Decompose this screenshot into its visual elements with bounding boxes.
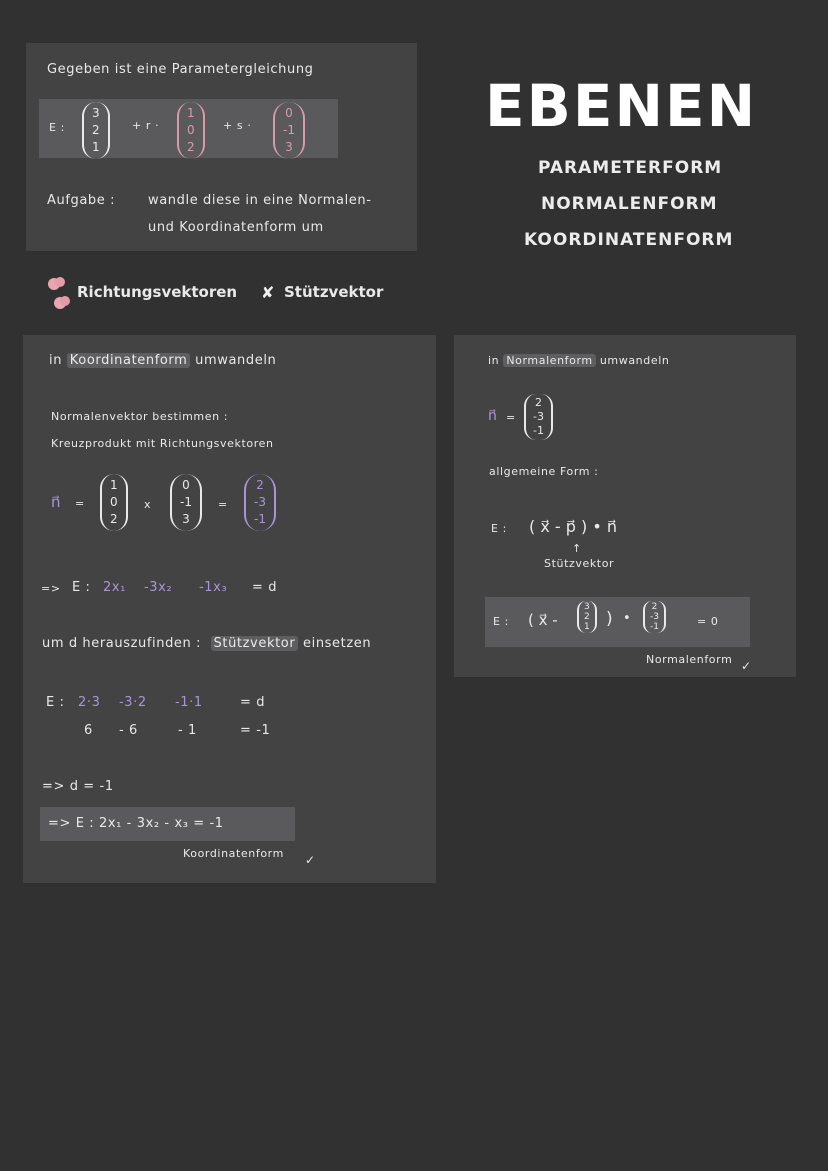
n-equals: = — [75, 497, 85, 510]
d-result: => d = -1 — [42, 779, 114, 794]
given-panel — [26, 43, 417, 251]
result-dot: • — [623, 611, 631, 626]
stuetz-note: Stützvektor — [544, 557, 615, 570]
general-form-label: allgemeine Form : — [489, 465, 599, 478]
result-x: ( x⃗ - — [528, 611, 558, 629]
result-E: E : — [493, 615, 509, 628]
title-form-normal: NORMALENFORM — [541, 194, 718, 214]
legend-richtung: Richtungsvektoren — [77, 283, 238, 301]
given-support-vector: 3 2 1 — [82, 102, 110, 159]
given-r-label: + r · — [132, 119, 160, 132]
legend-stuetz: Stützvektor — [284, 283, 384, 301]
normal-n-equals: = — [506, 411, 516, 424]
normalvector-step-1: Normalenvektor bestimmen : — [51, 410, 229, 423]
given-dir-vector-2: 0 -1 3 — [273, 102, 305, 159]
res-rhs: = -1 — [240, 723, 271, 738]
checkmark-icon: ✓ — [305, 853, 316, 867]
page-title: EBENEN — [485, 72, 758, 140]
given-equation-box — [39, 99, 338, 158]
sub-term-3: -1·1 — [175, 695, 203, 710]
title-form-coordinate: KOORDINATENFORM — [524, 230, 734, 250]
title-form-parameter: PARAMETERFORM — [538, 158, 723, 178]
general-E: E : — [491, 522, 507, 535]
normal-n-symbol: n⃗ — [488, 408, 497, 424]
koordinatenform-result-box — [40, 807, 295, 841]
impl-1-E: E : — [72, 580, 91, 595]
given-s-label: + s · — [223, 119, 252, 132]
sub-rhs: = d — [240, 695, 266, 710]
general-expression: ( x⃗ - p⃗ ) • n⃗ — [529, 517, 617, 536]
impl-1-arrow: => — [41, 582, 61, 595]
checkmark-icon: ✓ — [741, 659, 752, 673]
normal-vector-result: 2 -3 -1 — [244, 474, 276, 531]
cross-symbol: x — [144, 498, 152, 511]
normalvector-step-2: Kreuzprodukt mit Richtungsvektoren — [51, 437, 274, 450]
koordinatenform-label: Koordinatenform — [183, 847, 284, 860]
result-rhs: = 0 — [697, 615, 719, 628]
n-symbol: n⃗ — [51, 493, 61, 511]
given-eq-prefix: E : — [49, 121, 65, 134]
sub-term-2: -3·2 — [119, 695, 147, 710]
normalenform-label: Normalenform — [646, 653, 733, 666]
impl-1-term-1: 2x₁ — [103, 580, 126, 595]
koord-heading: in Koordinatenform umwandeln — [49, 353, 277, 368]
impl-1-term-3: -1x₃ — [199, 580, 228, 595]
result-close: ) — [606, 609, 613, 629]
koordinatenform-panel — [23, 335, 436, 883]
sub-E: E : — [46, 695, 65, 710]
koordinatenform-result: => E : 2x₁ - 3x₂ - x₃ = -1 — [48, 816, 224, 831]
result-n-vector: 2 -3 -1 — [643, 601, 666, 633]
task-line-2: und Koordinatenform um — [148, 220, 324, 235]
impl-1-term-2: -3x₂ — [144, 580, 173, 595]
given-dir-vector-1: 1 0 2 — [177, 102, 205, 159]
cross-vector-1: 1 0 2 — [100, 474, 128, 531]
res-term-2: - 6 — [119, 723, 138, 738]
arrow-up-icon: ↑ — [572, 542, 582, 555]
normal-heading: in Normalenform umwandeln — [488, 354, 670, 367]
sub-term-1: 2·3 — [78, 695, 101, 710]
impl-1-rhs: = d — [252, 580, 278, 595]
task-label: Aufgabe : — [47, 193, 116, 208]
cross-equals: = — [218, 498, 228, 511]
res-term-1: 6 — [84, 723, 93, 738]
result-p-vector: 3 2 1 — [577, 601, 597, 633]
normal-n-vector: 2 -3 -1 — [524, 394, 553, 440]
find-d-line: um d herauszufinden : Stützvektor einsetzen — [42, 636, 372, 651]
normalenform-panel — [454, 335, 796, 677]
flower-icon — [45, 274, 71, 314]
cross-vector-2: 0 -1 3 — [170, 474, 202, 531]
star-icon: ✘ — [261, 283, 275, 302]
task-line-1: wandle diese in eine Normalen- — [148, 193, 372, 208]
normalenform-result-box — [485, 597, 750, 647]
res-term-3: - 1 — [178, 723, 197, 738]
given-intro: Gegeben ist eine Parametergleichung — [47, 62, 314, 77]
